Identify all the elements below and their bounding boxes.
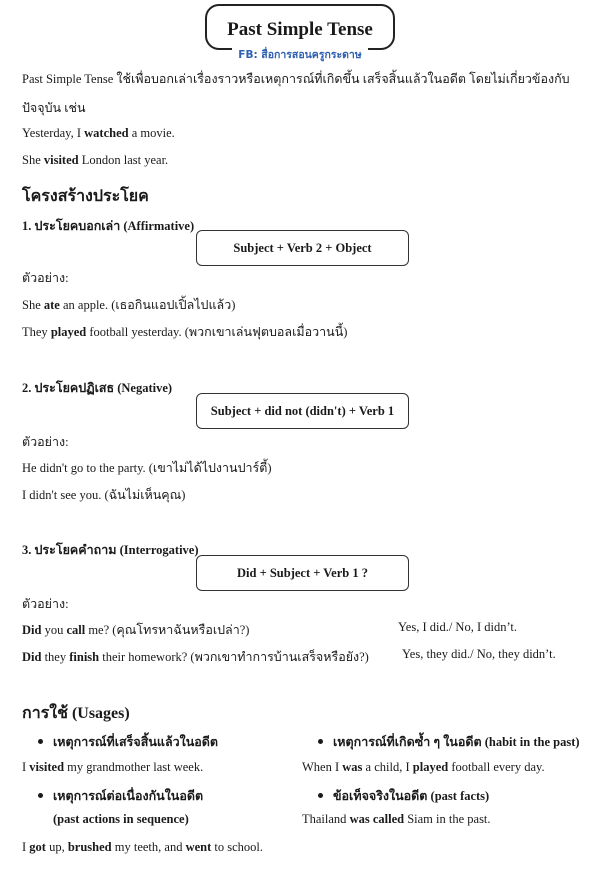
intro-line-1: Past Simple Tense ใช้เพื่อบอกเล่าเรื่องราวหรือเหตุการณ์ที่เกิดขึ้น เสร็จสิ้นแล้วในอดีต โดยไม่เกี่ยวข้องกับ (22, 72, 570, 86)
intro-example-1: Yesterday, I watched a movie. (22, 126, 175, 140)
bullet-icon (318, 793, 323, 798)
usage-3-example: I got up, brushed my teeth, and went to school. (22, 840, 264, 854)
affirmative-example-1: She ate an apple. (เธอกินแอปเปิ้ลไปแล้ว) (22, 298, 236, 312)
fb-credit: FB: สื่อการสอนครูกระดาษ (232, 46, 368, 63)
interrogative-answer-2: Yes, they did./ No, they didn’t. (402, 647, 556, 661)
usage-4-title: ข้อเท็จจริงในอดีต (past facts) (318, 786, 489, 806)
bullet-icon (38, 739, 43, 744)
bullet-icon (38, 793, 43, 798)
interrogative-examples-label: ตัวอย่าง: (22, 597, 69, 611)
affirmative-formula: Subject + Verb 2 + Object (196, 230, 409, 266)
negative-formula: Subject + did not (didn't) + Verb 1 (196, 393, 409, 429)
interrogative-formula: Did + Subject + Verb 1 ? (196, 555, 409, 591)
interrogative-answer-1: Yes, I did./ No, I didn’t. (398, 620, 517, 634)
interrogative-heading: 3. ประโยคคำถาม (Interrogative) (22, 543, 199, 557)
usage-1-title: เหตุการณ์ที่เสร็จสิ้นแล้วในอดีต (38, 732, 218, 752)
usage-4-example: Thailand was called Siam in the past. (302, 812, 491, 826)
page-title: Past Simple Tense (227, 19, 373, 40)
usage-2-title: เหตุการณ์ที่เกิดซ้ำ ๆ ในอดีต (habit in the past) (318, 732, 580, 752)
intro-example-2: She visited London last year. (22, 153, 169, 167)
negative-example-2: I didn't see you. (ฉันไม่เห็นคุณ) (22, 488, 186, 502)
intro-line-2: ปัจจุบัน เช่น (22, 101, 86, 115)
usages-heading: การใช้ (Usages) (22, 705, 130, 722)
usage-2-example: When I was a child, I played football every day. (302, 760, 545, 774)
structure-heading: โครงสร้างประโยค (22, 188, 149, 205)
negative-example-1: He didn't go to the party. (เขาไม่ได้ไปงานปาร์ตี้) (22, 461, 272, 475)
affirmative-heading: 1. ประโยคบอกเล่า (Affirmative) (22, 219, 195, 233)
interrogative-example-1: Did you call me? (คุณโทรหาฉันหรือเปล่า?) (22, 623, 250, 637)
bullet-icon (318, 739, 323, 744)
negative-examples-label: ตัวอย่าง: (22, 435, 69, 449)
usage-3-subtitle: (past actions in sequence) (53, 812, 189, 826)
usage-3-title: เหตุการณ์ต่อเนื่องกันในอดีต (38, 786, 203, 806)
usage-1-example: I visited my grandmother last week. (22, 760, 204, 774)
title-box (205, 4, 395, 50)
affirmative-examples-label: ตัวอย่าง: (22, 271, 69, 285)
interrogative-example-2: Did they finish their homework? (พวกเขาทำการบ้านเสร็จหรือยัง?) (22, 650, 369, 664)
affirmative-example-2: They played football yesterday. (พวกเขาเล่นฟุตบอลเมื่อวานนี้) (22, 325, 348, 339)
negative-heading: 2. ประโยคปฏิเสธ (Negative) (22, 381, 173, 395)
